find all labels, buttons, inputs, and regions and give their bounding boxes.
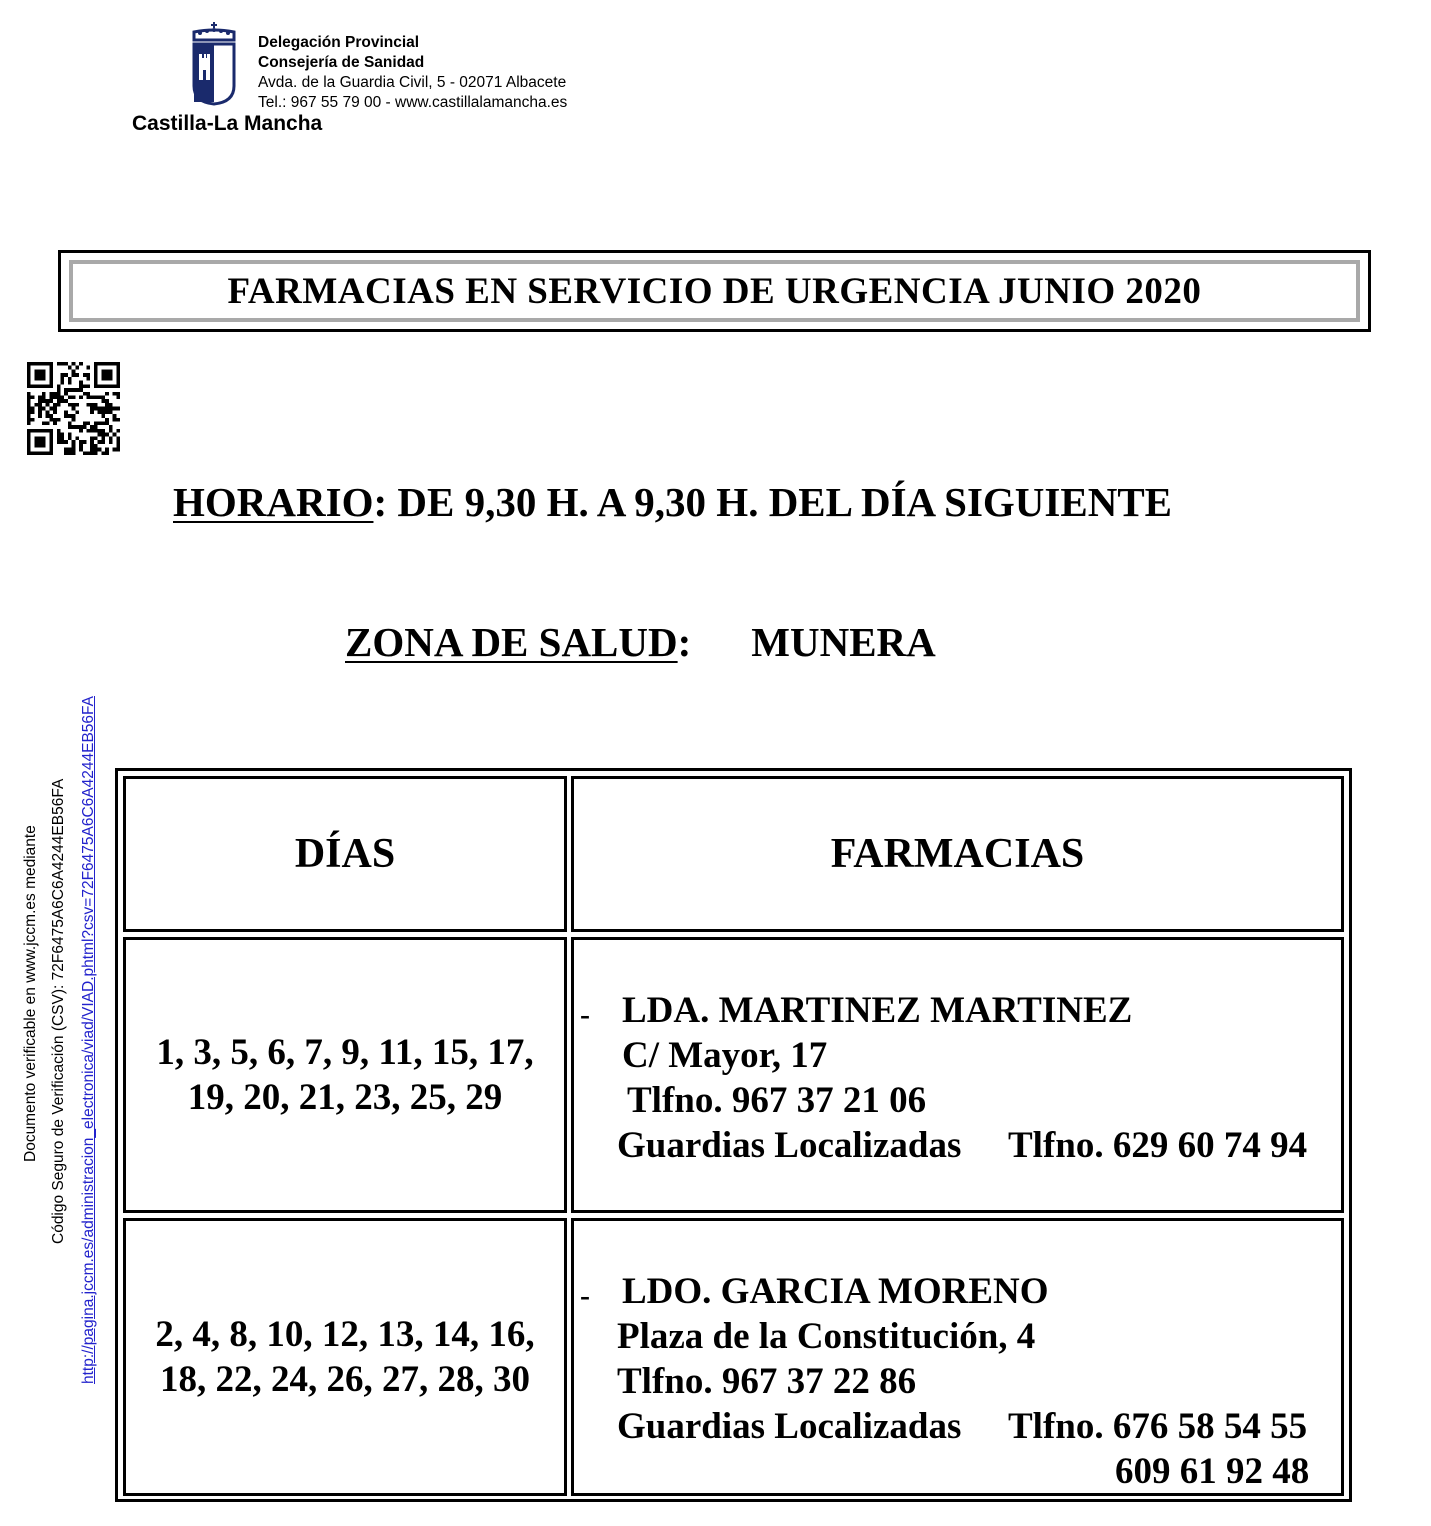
pharmacy-phone: Tlfno. 967 37 22 86 <box>617 1361 917 1402</box>
header-dias: DÍAS <box>123 776 567 932</box>
side-verification-text: Documento verificable en www.jccm.es mediante <box>22 825 39 1162</box>
guardias-label: Guardias Localizadas <box>617 1125 962 1166</box>
side-verification-link[interactable]: http://pagina.jccm.es/administracion_electronica/viad/VIAD.phtml?csv=72F6475A6C6A4244EB56FA <box>80 696 97 1384</box>
side-csv-text: Código Seguro de Verificación (CSV): 72F6475A6C6A4244EB56FA <box>50 778 67 1244</box>
zona-line <box>345 618 936 666</box>
header-line-consejeria: Consejería de Sanidad <box>258 54 425 71</box>
days-cell-1 <box>123 937 567 1213</box>
horario-text: : DE 9,30 H. A 9,30 H. DEL DÍA SIGUIENTE <box>373 479 1173 525</box>
horario-line <box>173 478 1172 526</box>
header-line-address: Avda. de la Guardia Civil, 5 - 02071 Albacete <box>258 74 567 91</box>
zona-colon: : <box>677 619 692 665</box>
title-box-inner <box>69 260 1360 322</box>
guardias-phone: Tlfno. 629 60 74 94 <box>1008 1125 1308 1166</box>
guardias-label: Guardias Localizadas <box>617 1406 962 1447</box>
days-line: 19, 20, 21, 23, 25, 29 <box>187 1077 503 1118</box>
days-line: 2, 4, 8, 10, 12, 13, 14, 16, <box>155 1314 535 1355</box>
list-dash: - <box>580 1279 590 1312</box>
guardias-phone: Tlfno. 676 58 54 55 <box>1008 1406 1308 1447</box>
qr-code-icon <box>27 362 120 455</box>
guardias-phone-secondary: 609 61 92 48 <box>1115 1451 1310 1492</box>
document-title: FARMACIAS EN SERVICIO DE URGENCIA JUNIO 2020 <box>227 270 1202 312</box>
pharmacy-name: LDA. MARTINEZ MARTINEZ <box>622 990 1133 1031</box>
title-box <box>58 250 1371 332</box>
horario-label: HORARIO <box>173 479 374 525</box>
header-line-delegacion: Delegación Provincial <box>258 34 420 51</box>
zona-value: MUNERA <box>751 619 936 665</box>
pharmacy-cell-2 <box>571 1218 1344 1496</box>
pharmacy-address: C/ Mayor, 17 <box>622 1035 828 1076</box>
days-line: 1, 3, 5, 6, 7, 9, 11, 15, 17, <box>156 1032 534 1073</box>
pharmacy-phone: Tlfno. 967 37 21 06 <box>627 1080 927 1121</box>
pharmacy-table <box>115 768 1352 1502</box>
header-farmacias: FARMACIAS <box>571 776 1344 932</box>
zona-label: ZONA DE SALUD <box>345 619 678 665</box>
castilla-la-mancha-logo <box>190 22 238 106</box>
pharmacy-name: LDO. GARCIA MORENO <box>622 1271 1049 1312</box>
days-line: 18, 22, 24, 26, 27, 28, 30 <box>160 1359 530 1400</box>
header-address-block <box>258 33 567 113</box>
list-dash: - <box>580 998 590 1031</box>
brand-name: Castilla-La Mancha <box>132 112 323 135</box>
pharmacy-address: Plaza de la Constitución, 4 <box>617 1316 1036 1357</box>
header-line-phone: Tel.: 967 55 79 00 - www.castillalamancha.es <box>258 94 568 111</box>
pharmacy-cell-1 <box>571 937 1344 1213</box>
days-cell-2 <box>123 1218 567 1496</box>
